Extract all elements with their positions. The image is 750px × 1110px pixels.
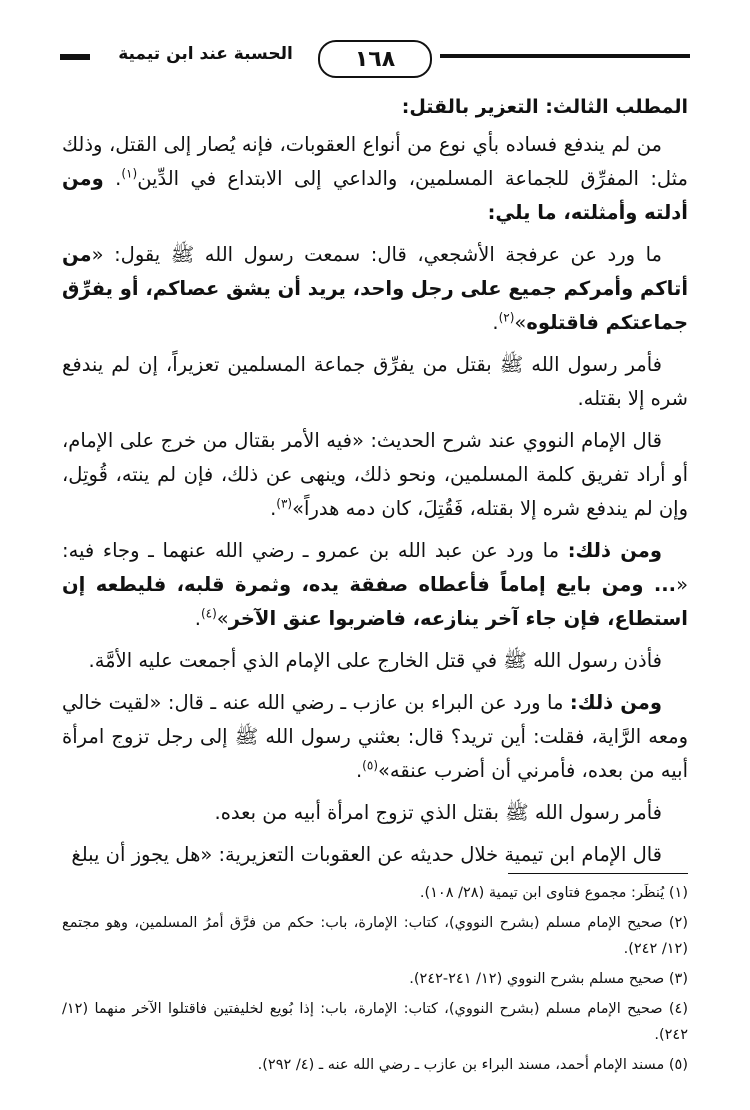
paragraph-tail: . xyxy=(103,167,122,190)
footnote-3 xyxy=(62,966,688,992)
paragraph-7 xyxy=(62,686,688,788)
paragraph-text: ما ورد عن عبد الله بن عمرو ـ رضي الله عنهما ـ وجاء فيه: « xyxy=(62,539,688,596)
quote-close: » xyxy=(216,607,229,630)
paragraph-lead: ومن ذلك: xyxy=(569,691,662,714)
footnote-ref: (٥) xyxy=(362,758,378,773)
header-book-title: الحسبة عند ابن تيمية xyxy=(118,44,293,64)
footnote-ref: (٢) xyxy=(498,310,515,325)
page-header xyxy=(60,38,690,78)
footnote-text: صحيح الإمام مسلم (بشرح النووي)، كتاب: الإمارة، باب: حكم من فرَّق أمرُ المسلمين، وهو مجتمع (١٢/ ٢٤٢). xyxy=(62,915,688,957)
footnotes xyxy=(62,880,688,1082)
paragraph-lead: ومن ذلك: xyxy=(567,539,662,562)
footnote-5 xyxy=(62,1052,688,1078)
quote-close: » xyxy=(514,311,527,334)
paragraph-2 xyxy=(62,238,688,340)
paragraph-text: قال الإمام ابن تيمية خلال حديثه عن العقوبات التعزيرية: «هل يجوز أن يبلغ xyxy=(71,843,662,866)
paragraph-text: من لم يندفع فساده بأي نوع من أنواع العقوبات، فإنه يُصار إلى القتل، وذلك مثل: المفرِّق للجماعة المسلمين، والداعي إلى الابتداع في الدِّين xyxy=(62,133,689,190)
footnote-text: مسند الإمام أحمد، مسند البراء بن عازب ـ رضي الله عنه ـ (٤/ ٢٩٢). xyxy=(257,1057,665,1073)
footnote-ref: (٣) xyxy=(276,496,293,511)
paragraph-3 xyxy=(62,348,688,416)
footnote-number: (١) xyxy=(668,885,688,901)
hadith-quote: ... ومن بايع إماماً فأعطاه صفقة يده، وثمرة قلبه، فليطعه إن استطاع، فإن جاء آخر ينازعه، فاضربوا عنق الآخر xyxy=(62,573,688,630)
footnote-text: صحيح الإمام مسلم (بشرح النووي)، كتاب: الإمارة، باب: إذا بُويع لخليفتين فاقتلوا الآخر منهما (١٢/ ٢٤٢). xyxy=(62,1001,688,1043)
main-text xyxy=(62,92,688,880)
footnote-text: صحيح مسلم بشرح النووي (١٢/ ٢٤١-٢٤٢). xyxy=(409,971,665,987)
footnote-2 xyxy=(62,910,688,962)
paragraph-6 xyxy=(62,644,688,678)
footnote-number: (٤) xyxy=(668,1001,689,1017)
footnote-divider xyxy=(508,873,688,874)
section-title: المطلب الثالث: التعزير بالقتل: xyxy=(401,96,688,118)
paragraph-text: ما ورد عن البراء بن عازب ـ رضي الله عنه ـ قال: «لقيت خالي ومعه الرَّاية، فقلت: أين تريد؟ قال: بعثني رسول الله ﷺ إلى رجل تزوج امرأة أبيه من بعده، فأمرني أن أضرب عنقه» xyxy=(62,691,688,782)
paragraph-tail: . xyxy=(194,607,201,630)
paragraph-9 xyxy=(62,838,688,872)
paragraph-tail: . xyxy=(355,759,363,782)
hadith-quote: من أتاكم وأمركم جميع على رجل واحد، يريد أن يشق عصاكم، أو يفرِّق جماعتكم فاقتلوه xyxy=(62,243,688,334)
header-rule-right xyxy=(440,54,690,58)
paragraph-bold-tail: ومن أدلته وأمثلته، ما يلي: xyxy=(62,167,688,224)
footnote-ref: (٤) xyxy=(200,606,217,621)
paragraph-text: فأمر رسول الله ﷺ بقتل الذي تزوج امرأة أبيه من بعده. xyxy=(214,801,662,824)
paragraph-1 xyxy=(62,128,688,230)
footnote-4 xyxy=(62,996,688,1048)
paragraph-8 xyxy=(62,796,688,830)
paragraph-text: ما ورد عن عرفجة الأشجعي، قال: سمعت رسول الله ﷺ يقول: « xyxy=(91,243,662,266)
header-rule-left-end xyxy=(60,54,90,60)
footnote-number: (٥) xyxy=(668,1057,688,1073)
page-number-badge xyxy=(318,40,432,78)
footnote-1 xyxy=(62,880,688,906)
footnote-text: يُنظَر: مجموع فتاوى ابن تيمية (٢٨/ ١٠٨). xyxy=(419,885,665,901)
paragraph-tail: . xyxy=(492,311,499,334)
footnote-number: (٣) xyxy=(668,971,688,987)
paragraph-text: فأمر رسول الله ﷺ بقتل من يفرِّق جماعة المسلمين تعزيراً، إن لم يندفع شره إلا بقتله. xyxy=(62,353,688,410)
footnote-ref: (١) xyxy=(121,166,138,181)
paragraph-4 xyxy=(62,424,688,526)
paragraph-text: فأذن رسول الله ﷺ في قتل الخارج على الإمام الذي أجمعت عليه الأمَّة. xyxy=(88,649,662,672)
footnote-number: (٢) xyxy=(668,915,688,931)
paragraph-tail: . xyxy=(270,497,277,520)
paragraph-text: قال الإمام النووي عند شرح الحديث: «فيه الأمر بقتال من خرج على الإمام، أو أراد تفريق كلمة المسلمين، ونحو ذلك، وينهى عن ذلك، فإن لم ينته، قُوتِل، وإن لم يندفع شره إلا بقتله، فَقُتِلَ، كان دمه هدراً» xyxy=(62,429,688,520)
page-number: ١٦٨ xyxy=(354,46,396,72)
paragraph-5 xyxy=(62,534,688,636)
